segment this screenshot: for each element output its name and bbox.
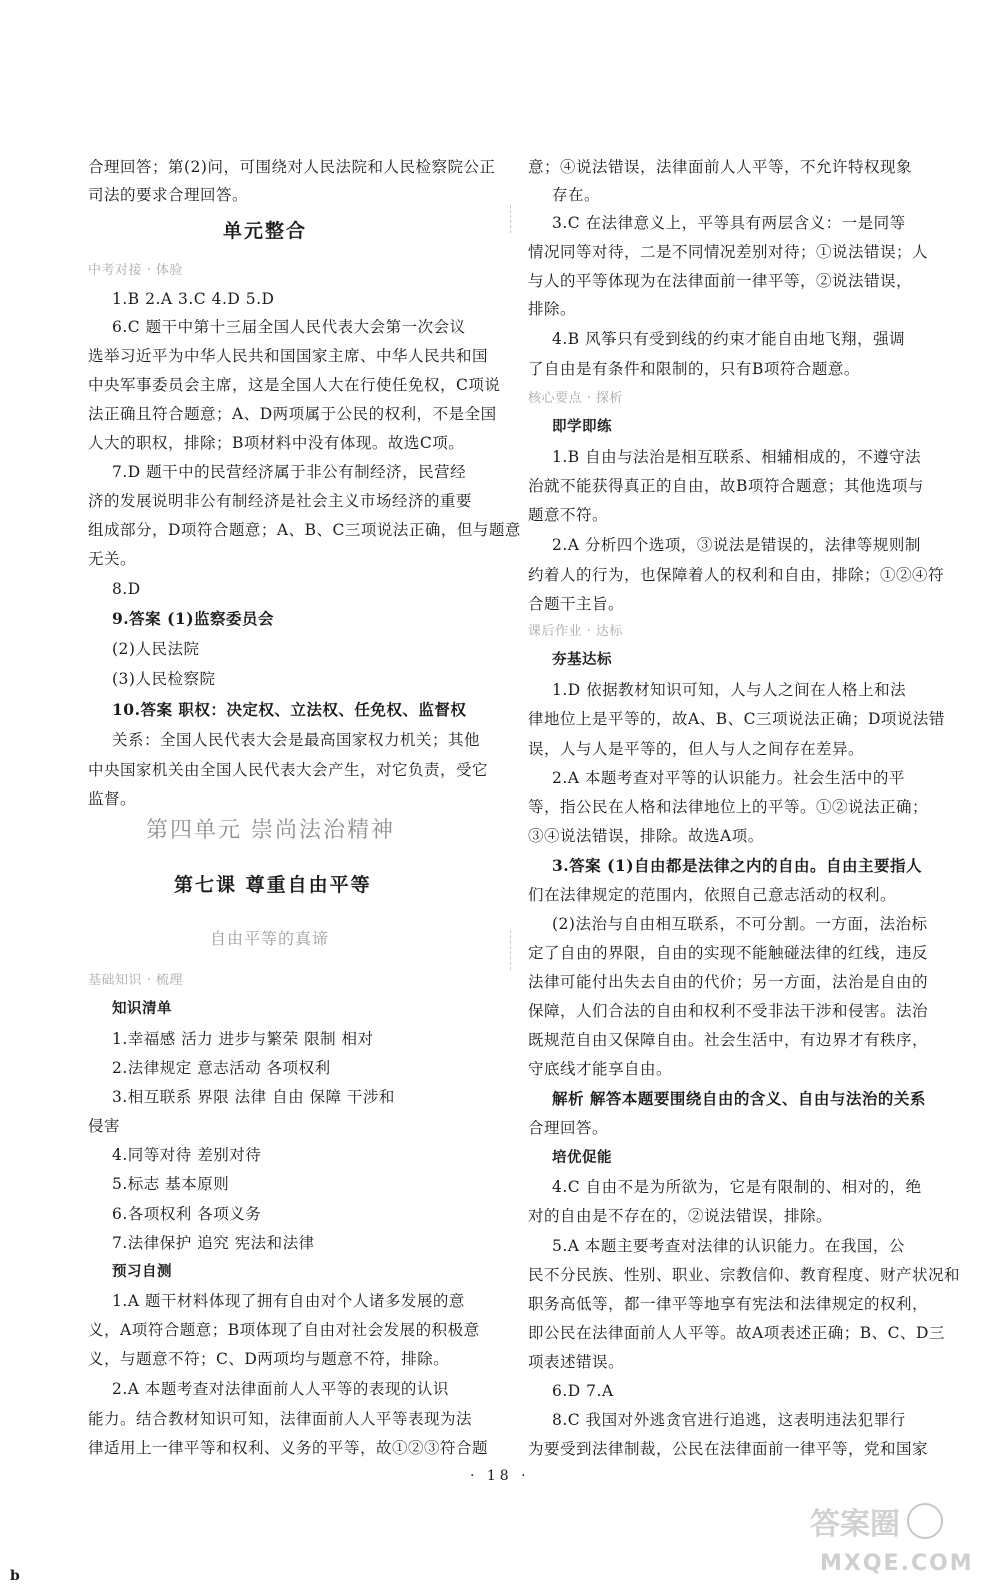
text-line: 能力。结合教材知识可知，法律面前人人平等表现为法: [88, 1410, 473, 1428]
text-line: 3.相互联系 界限 法律 自由 保障 干涉和: [112, 1088, 395, 1106]
text-line: 即公民在法律面前人人平等。故A项表述正确；B、C、D三: [528, 1324, 945, 1342]
text-line: 6.各项权利 各项义务: [112, 1205, 262, 1223]
section-heading: 自由平等的真谛: [210, 929, 330, 948]
text-line: 法正确且符合题意；A、D两项属于公民的权利，不是全国: [88, 405, 497, 423]
text-line: 司法的要求合理回答。: [88, 186, 249, 204]
text-line: 9.答案 (1)监察委员会: [112, 609, 275, 628]
text-line: 2.A 本题考查对法律面前人人平等的表现的认识: [112, 1380, 449, 1398]
watermark-logo: [800, 1500, 990, 1580]
text-line: 人大的职权，排除；B项材料中没有体现。故选C项。: [88, 434, 465, 452]
watermark-text: 答案圈: [810, 1507, 900, 1542]
text-line: 中央国家机关由全国人民代表大会产生，对它负责，受它: [88, 761, 489, 779]
text-line: 守底线才能享自由。: [528, 1060, 673, 1078]
text-line: 监督。: [88, 790, 137, 808]
section-tag: 基础知识 · 梳理: [88, 973, 183, 988]
section-heading: 第七课 尊重自由平等: [174, 874, 372, 896]
text-line: 存在。: [552, 186, 601, 204]
text-line: 8.C 我国对外逃贪官进行追逃，这表明违法犯罪行: [552, 1411, 906, 1429]
text-line: 6.C 题干中第十三届全国人民代表大会第一次会议: [112, 318, 466, 336]
text-line: 排除。: [528, 300, 577, 318]
text-line: 8.D: [112, 580, 141, 598]
section-heading: 第四单元 崇尚法治精神: [146, 818, 395, 843]
text-line: 4.C 自由不是为所欲为，它是有限制的、相对的，绝: [552, 1178, 922, 1196]
subsection-title: 即学即练: [552, 419, 612, 435]
text-line: 关系：全国人民代表大会是最高国家权力机关；其他: [112, 731, 481, 749]
text-line: 2.法律规定 意志活动 各项权利: [112, 1059, 331, 1077]
text-line: 1.B 自由与法治是相互联系、相辅相成的，不遵守法: [552, 448, 922, 466]
text-line: (2)法治与自由相互联系，不可分割。一方面，法治标: [552, 915, 928, 933]
text-line: 对的自由是不存在的，②说法错误，排除。: [528, 1207, 833, 1225]
section-tag: 中考对接 · 体验: [88, 263, 183, 278]
watermark-url: MXQE.COM: [820, 1551, 974, 1576]
text-line: 题意不符。: [528, 506, 609, 524]
text-line: 律地位上是平等的，故A、B、C三项说法正确；D项说法错: [528, 710, 945, 728]
column-divider: [510, 205, 511, 233]
column-divider: [510, 930, 511, 970]
text-line: 1.B 2.A 3.C 4.D 5.D: [112, 290, 275, 308]
text-line: 合理回答。: [528, 1119, 609, 1137]
text-line: 治就不能获得真正的自由，故B项符合题意；其他选项与: [528, 477, 924, 495]
text-line: 1.幸福感 活力 进步与繁荣 限制 相对: [112, 1030, 374, 1048]
page-number: · 18 ·: [470, 1468, 530, 1484]
text-line: 项表述错误。: [528, 1353, 625, 1371]
text-line: 了自由是有条件和限制的，只有B项符合题意。: [528, 360, 860, 378]
text-line: 济的发展说明非公有制经济是社会主义市场经济的重要: [88, 492, 473, 510]
subsection-title: 夯基达标: [552, 652, 612, 668]
text-line: 选举习近平为中华人民共和国国家主席、中华人民共和国: [88, 347, 489, 365]
text-line: 意；④说法错误，法律面前人人平等，不允许特权现象: [528, 158, 913, 176]
text-line: 7.法律保护 追究 宪法和法律: [112, 1234, 315, 1252]
text-line: 合题干主旨。: [528, 595, 625, 613]
text-line: 5.标志 基本原则: [112, 1175, 230, 1193]
text-line: 5.A 本题主要考查对法律的认识能力。在我国，公: [552, 1237, 905, 1255]
text-line: 10.答案 职权：决定权、立法权、任免权、监督权: [112, 700, 467, 719]
text-line: 1.A 题干材料体现了拥有自由对个人诸多发展的意: [112, 1292, 465, 1310]
text-line: 义，A项符合题意；B项体现了自由对社会发展的积极意: [88, 1321, 480, 1339]
subsection-title: 预习自测: [112, 1264, 172, 1280]
text-line: (3)人民检察院: [112, 670, 216, 688]
section-heading: 单元整合: [223, 220, 308, 242]
corner-mark: b: [10, 1568, 20, 1584]
text-line: 3.答案 (1)自由都是法律之内的自由。自由主要指人: [552, 856, 923, 875]
text-line: 侵害: [88, 1117, 121, 1135]
section-tag: 课后作业 · 达标: [528, 624, 623, 639]
text-line: 1.D 依据教材知识可知，人与人之间在人格上和法: [552, 681, 907, 699]
text-line: 合理回答；第(2)问，可围绕对人民法院和人民检察院公正: [88, 158, 496, 176]
text-line: 组成部分，D项符合题意；A、B、C三项说法正确，但与题意: [88, 521, 521, 539]
text-line: (2)人民法院: [112, 640, 200, 658]
text-line: 民不分民族、性别、职业、宗教信仰、教育程度、财产状况和: [528, 1266, 961, 1284]
text-line: 3.C 在法律意义上，平等具有两层含义：一是同等: [552, 214, 906, 232]
text-line: 中央军事委员会主席，这是全国人大在行使任免权，C项说: [88, 376, 501, 394]
text-line: 保障，人们合法的自由和权利不受非法干涉和侵害。法治: [528, 1002, 929, 1020]
text-line: ③④说法错误，排除。故选A项。: [528, 827, 764, 845]
text-line: 6.D 7.A: [552, 1382, 614, 1400]
text-line: 7.D 题干中的民营经济属于非公有制经济，民营经: [112, 463, 467, 481]
section-tag: 核心要点 · 探析: [528, 391, 623, 406]
text-line: 为要受到法律制裁，公民在法律面前一律平等，党和国家: [528, 1440, 929, 1458]
text-line: 律适用上一律平等和权利、义务的平等，故①②③符合题: [88, 1439, 489, 1457]
subsection-title: 知识清单: [112, 1001, 172, 1017]
text-line: 解析 解答本题要围绕自由的含义、自由与法治的关系: [552, 1089, 926, 1108]
text-line: 情况同等对待，二是不同情况差别对待；①说法错误；人: [528, 243, 929, 261]
text-line: 们在法律规定的范围内，依照自己意志活动的权利。: [528, 886, 897, 904]
text-line: 4.同等对待 差别对待: [112, 1146, 262, 1164]
text-line: 职务高低等，都一律平等地享有宪法和法律规定的权利，: [528, 1295, 929, 1313]
text-line: 法律可能付出失去自由的代价；另一方面，法治是自由的: [528, 973, 929, 991]
text-line: 约着人的行为，也保障着人的权利和自由，排除；①②④符: [528, 566, 945, 584]
text-line: 定了自由的界限，自由的实现不能触碰法律的红线，违反: [528, 944, 929, 962]
text-line: 与人的平等体现为在法律面前一律平等，②说法错误，: [528, 272, 913, 290]
text-line: 既规范自由又保障自由。社会生活中，有边界才有秩序，: [528, 1031, 929, 1049]
text-line: 2.A 分析四个选项，③说法是错误的，法律等规则制: [552, 536, 921, 554]
subsection-title: 培优促能: [552, 1150, 612, 1166]
text-line: 无关。: [88, 550, 137, 568]
text-line: 4.B 风筝只有受到线的约束才能自由地飞翔，强调: [552, 330, 906, 348]
text-line: 等，指公民在人格和法律地位上的平等。①②说法正确；: [528, 798, 929, 816]
text-line: 2.A 本题考查对平等的认识能力。社会生活中的平: [552, 769, 905, 787]
text-line: 义，与题意不符；C、D两项均与题意不符，排除。: [88, 1350, 450, 1368]
text-line: 误，人与人是平等的，但人与人之间存在差异。: [528, 740, 865, 758]
